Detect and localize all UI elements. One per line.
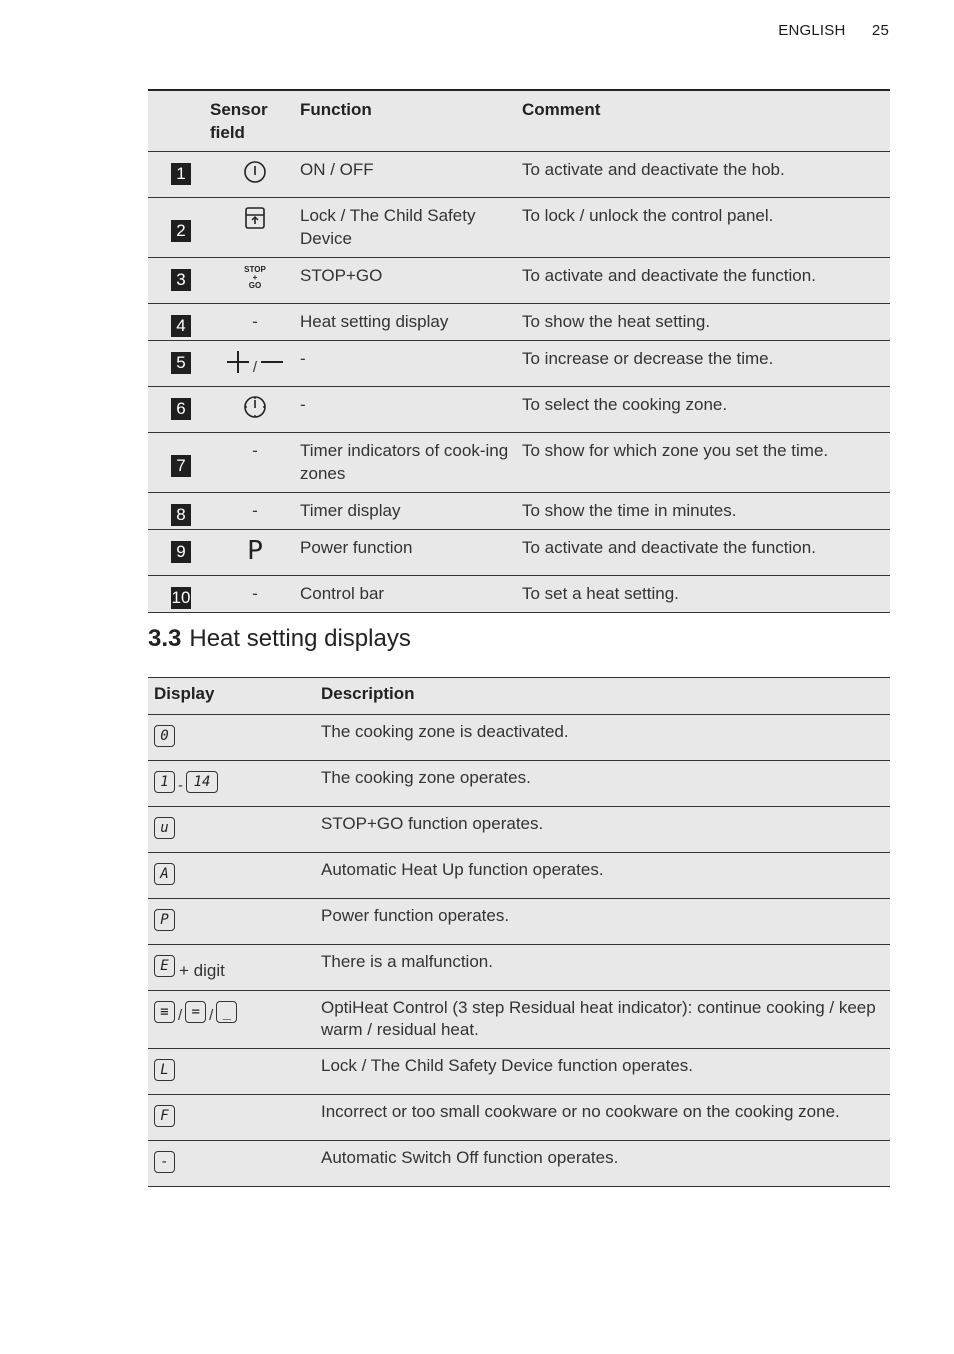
section-title: Heat setting displays: [189, 625, 411, 652]
row-number: 2: [171, 220, 191, 242]
table-row: [148, 433, 890, 493]
display-suffix: + digit: [179, 961, 225, 981]
language-label: ENGLISH: [778, 22, 846, 39]
display-symbol: 1: [154, 771, 175, 793]
table-row: [148, 530, 890, 576]
display-symbol: F: [154, 1105, 175, 1127]
row-number: 1: [171, 163, 191, 185]
display-symbol: u: [154, 817, 175, 839]
header-sensor-field: Sensor field: [210, 100, 268, 142]
table-header-row: [148, 678, 890, 715]
description-text: There is a malfunction.: [321, 952, 493, 971]
table-header-row: [148, 90, 890, 152]
comment-text: To lock / unlock the control panel.: [522, 206, 774, 225]
row-number: 7: [171, 455, 191, 477]
stop-go-icon: STOP + GO: [244, 265, 266, 290]
row-number: 6: [171, 398, 191, 420]
header-num: [148, 90, 210, 152]
table-row: [148, 1049, 890, 1095]
table-row: [148, 258, 890, 304]
description-text: Lock / The Child Safety Device function operates.: [321, 1056, 693, 1075]
sensor-dash: -: [252, 584, 258, 603]
comment-text: To show for which zone you set the time.: [522, 441, 829, 460]
comment-text: To activate and deactivate the hob.: [522, 160, 785, 179]
power-function-icon: P: [247, 536, 263, 566]
function-text: Timer display: [300, 501, 401, 520]
display-symbol: P: [154, 909, 175, 931]
table-row: [148, 715, 890, 761]
comment-text: To increase or decrease the time.: [522, 349, 774, 368]
table-row: [148, 761, 890, 807]
section-heading: [148, 625, 411, 653]
table-row: [148, 493, 890, 530]
page-header: [778, 22, 889, 39]
display-symbol: _: [216, 1001, 237, 1023]
display-symbol: ≡: [154, 1001, 175, 1023]
description-text: Automatic Switch Off function operates.: [321, 1148, 619, 1167]
function-text: STOP+GO: [300, 266, 383, 285]
display-symbol: 0: [154, 725, 175, 747]
comment-text: To show the heat setting.: [522, 312, 711, 331]
display-separator: /: [209, 1007, 214, 1025]
function-text: Timer indicators of cook-ing zones: [300, 441, 509, 483]
plus-minus-icon: /: [252, 359, 258, 377]
row-number: 3: [171, 269, 191, 291]
description-text: Power function operates.: [321, 906, 510, 925]
row-number: 8: [171, 504, 191, 526]
display-symbol: L: [154, 1059, 175, 1081]
table-row: [148, 1141, 890, 1187]
display-symbol: =: [185, 1001, 206, 1023]
function-text: -: [300, 349, 306, 368]
header-display: Display: [154, 684, 215, 703]
table-row: [148, 991, 890, 1049]
table-row: [148, 1095, 890, 1141]
header-function: Function: [300, 100, 372, 119]
comment-text: To select the cooking zone.: [522, 395, 728, 414]
sensor-dash: -: [252, 501, 258, 520]
table-row: [148, 387, 890, 433]
description-text: OptiHeat Control (3 step Residual heat indicator): continue cooking / keep warm / residual heat.: [321, 998, 876, 1039]
display-symbol: A: [154, 863, 175, 885]
comment-text: To activate and deactivate the function.: [522, 538, 816, 557]
comment-text: To set a heat setting.: [522, 584, 679, 603]
heat-setting-display-table: [148, 677, 890, 1187]
display-symbol: -: [154, 1151, 175, 1173]
function-text: Power function: [300, 538, 413, 557]
description-text: The cooking zone operates.: [321, 768, 531, 787]
table-row: [148, 899, 890, 945]
table-row: [148, 853, 890, 899]
comment-text: To show the time in minutes.: [522, 501, 737, 520]
display-symbol: 14: [186, 771, 218, 793]
function-text: ON / OFF: [300, 160, 374, 179]
table-row: [148, 341, 890, 387]
sensor-dash: -: [252, 312, 258, 331]
function-text: -: [300, 395, 306, 414]
table-row: [148, 304, 890, 341]
description-text: Incorrect or too small cookware or no cookware on the cooking zone.: [321, 1102, 840, 1121]
table-row: [148, 807, 890, 853]
table-row: [148, 198, 890, 258]
timer-zone-icon: [243, 395, 267, 425]
table-row: [148, 576, 890, 613]
header-comment: Comment: [522, 100, 601, 119]
sensor-field-table: [148, 89, 890, 613]
sensor-dash: -: [252, 441, 258, 460]
row-number: 4: [171, 315, 191, 337]
row-number: 9: [171, 541, 191, 563]
power-icon: [243, 160, 267, 190]
function-text: Heat setting display: [300, 312, 449, 331]
display-separator: /: [178, 1007, 183, 1025]
header-description: Description: [321, 684, 415, 703]
description-text: STOP+GO function operates.: [321, 814, 544, 833]
function-text: Control bar: [300, 584, 385, 603]
lock-icon: [244, 206, 266, 236]
table-row: [148, 152, 890, 198]
comment-text: To activate and deactivate the function.: [522, 266, 816, 285]
page-number: 25: [871, 22, 889, 39]
table-row: [148, 945, 890, 991]
function-text: Lock / The Child Safety Device: [300, 206, 476, 248]
row-number: 5: [171, 352, 191, 374]
description-text: Automatic Heat Up function operates.: [321, 860, 604, 879]
section-number: 3.3: [148, 625, 182, 652]
description-text: The cooking zone is deactivated.: [321, 722, 569, 741]
row-number: 10: [171, 588, 191, 607]
display-separator: -: [178, 777, 183, 795]
display-symbol: E: [154, 955, 175, 977]
